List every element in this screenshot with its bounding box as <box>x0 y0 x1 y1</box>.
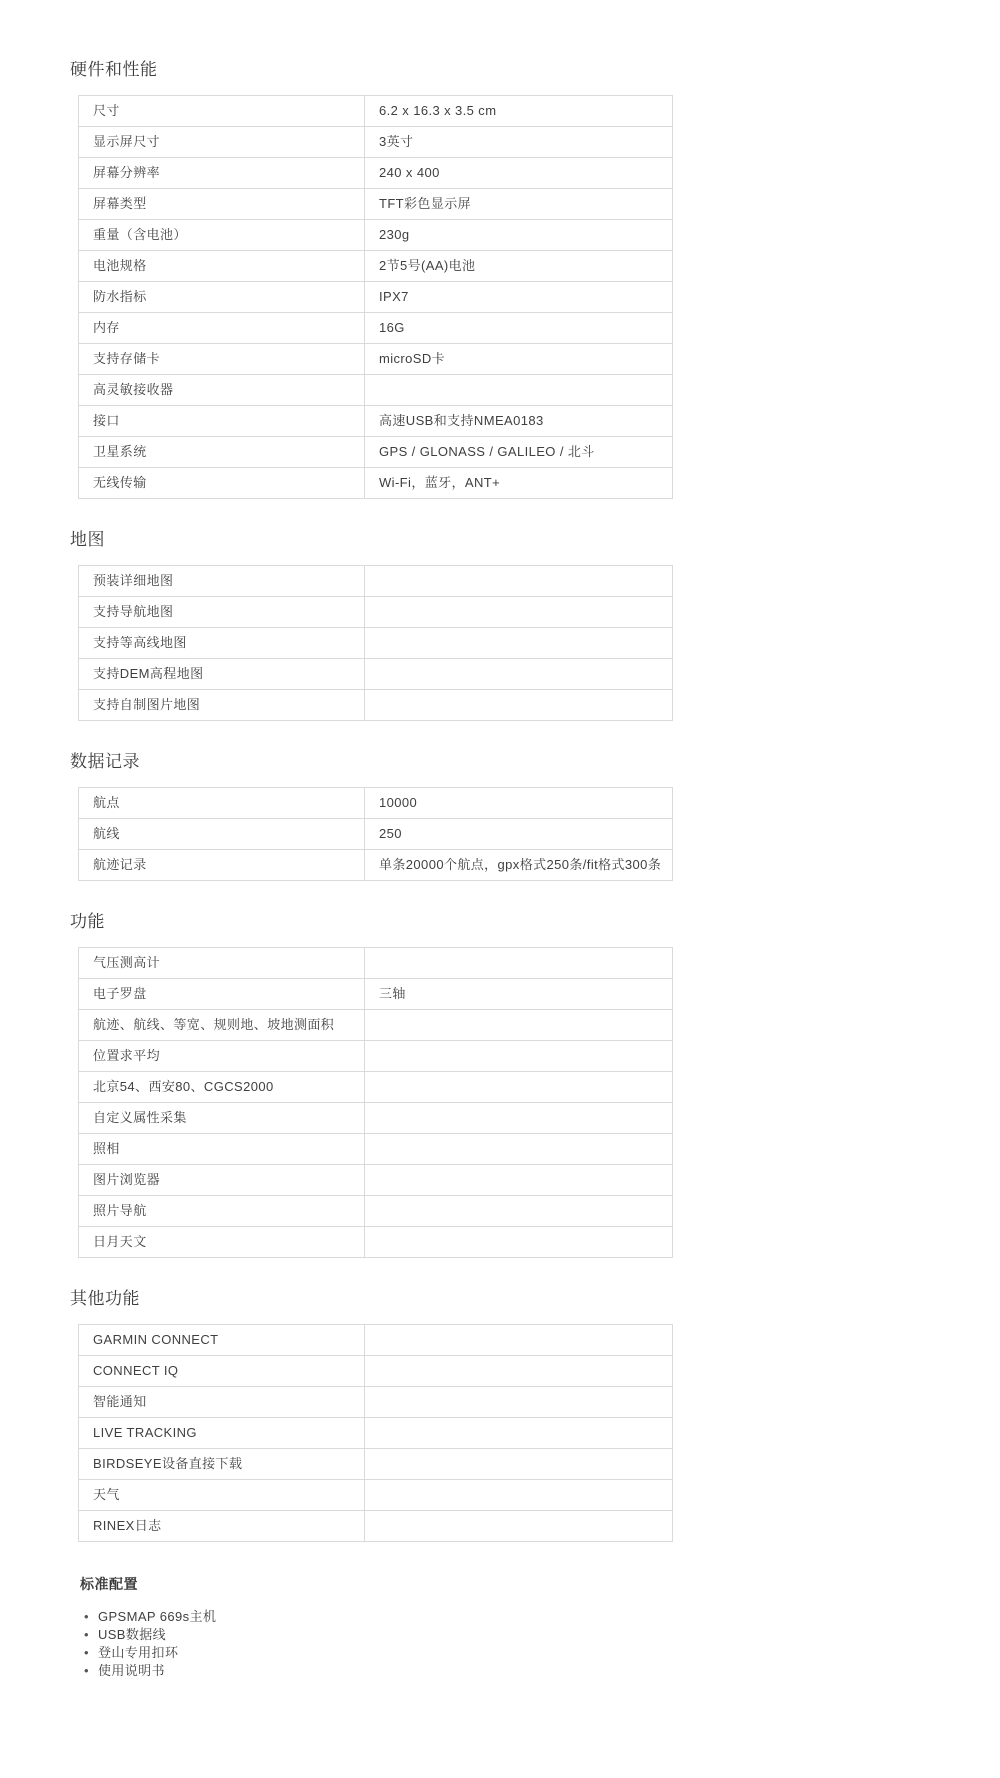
spec-value-cell <box>365 375 673 406</box>
spec-value-cell: 单条20000个航点，gpx格式250条/fit格式300条 <box>365 850 673 881</box>
spec-row <box>79 220 673 251</box>
package-list-item <box>84 1608 672 1626</box>
spec-label-cell: 内存 <box>79 313 365 344</box>
spec-row <box>79 1196 673 1227</box>
spec-value-cell <box>365 1480 673 1511</box>
spec-value-cell <box>365 566 673 597</box>
section-heading: 数据记录 <box>70 752 140 771</box>
spec-section <box>70 750 672 881</box>
spec-section <box>70 528 672 721</box>
spec-row <box>79 127 673 158</box>
spec-row <box>79 1387 673 1418</box>
spec-value-cell: 三轴 <box>365 979 673 1010</box>
spec-label-cell: 气压测高计 <box>79 948 365 979</box>
spec-label-cell: 智能通知 <box>79 1387 365 1418</box>
spec-table <box>78 95 673 499</box>
spec-row <box>79 158 673 189</box>
spec-row <box>79 1103 673 1134</box>
spec-value-cell: Wi-Fi，蓝牙，ANT+ <box>365 468 673 499</box>
spec-value-cell: 2节5号(AA)电池 <box>365 251 673 282</box>
spec-label-cell: 电池规格 <box>79 251 365 282</box>
package-list <box>80 1608 672 1680</box>
spec-row <box>79 468 673 499</box>
spec-label-cell: 显示屏尺寸 <box>79 127 365 158</box>
spec-row <box>79 690 673 721</box>
spec-value-cell <box>365 659 673 690</box>
spec-value-cell: 16G <box>365 313 673 344</box>
spec-row <box>79 344 673 375</box>
spec-label-cell: 航点 <box>79 788 365 819</box>
bullet-icon: • <box>84 1645 89 1660</box>
spec-section <box>70 58 672 499</box>
spec-row <box>79 1134 673 1165</box>
spec-label-cell: 照相 <box>79 1134 365 1165</box>
spec-table-body <box>79 566 673 721</box>
spec-row <box>79 1010 673 1041</box>
section-heading: 硬件和性能 <box>70 60 158 79</box>
spec-label-cell: 高灵敏接收器 <box>79 375 365 406</box>
spec-value-cell <box>365 1196 673 1227</box>
spec-row <box>79 1511 673 1542</box>
package-list-item <box>84 1644 672 1662</box>
spec-label-cell: 预装详细地图 <box>79 566 365 597</box>
package-item-label: USB数据线 <box>97 1627 167 1642</box>
spec-label-cell: GARMIN CONNECT <box>79 1325 365 1356</box>
spec-row <box>79 1041 673 1072</box>
spec-row <box>79 437 673 468</box>
spec-value-cell: 240 x 400 <box>365 158 673 189</box>
spec-value-cell <box>365 1449 673 1480</box>
spec-value-cell <box>365 1227 673 1258</box>
spec-label-cell: 支持存储卡 <box>79 344 365 375</box>
spec-label-cell: 支持导航地图 <box>79 597 365 628</box>
spec-row <box>79 948 673 979</box>
spec-value-cell: 10000 <box>365 788 673 819</box>
section-heading: 功能 <box>70 912 105 931</box>
spec-value-cell: microSD卡 <box>365 344 673 375</box>
spec-label-cell: 无线传输 <box>79 468 365 499</box>
spec-label-cell: 航线 <box>79 819 365 850</box>
bullet-icon: • <box>84 1663 89 1678</box>
spec-label-cell: 图片浏览器 <box>79 1165 365 1196</box>
spec-row <box>79 1480 673 1511</box>
spec-row <box>79 850 673 881</box>
package-heading: 标准配置 <box>80 1576 138 1592</box>
spec-row <box>79 1072 673 1103</box>
package-item-label: GPSMAP 669s主机 <box>97 1609 217 1624</box>
spec-section <box>70 910 672 1258</box>
spec-row <box>79 566 673 597</box>
spec-row <box>79 819 673 850</box>
spec-row <box>79 1325 673 1356</box>
spec-label-cell: 尺寸 <box>79 96 365 127</box>
spec-section <box>70 1287 672 1542</box>
spec-table <box>78 787 673 881</box>
spec-value-cell <box>365 597 673 628</box>
bullet-icon: • <box>84 1609 89 1624</box>
spec-value-cell: 250 <box>365 819 673 850</box>
spec-row <box>79 1418 673 1449</box>
spec-value-cell <box>365 1325 673 1356</box>
spec-sections-container <box>70 58 672 1542</box>
bullet-icon: • <box>84 1627 89 1642</box>
spec-value-cell <box>365 628 673 659</box>
spec-value-cell: GPS / GLONASS / GALILEO / 北斗 <box>365 437 673 468</box>
spec-row <box>79 189 673 220</box>
spec-value-cell: 6.2 x 16.3 x 3.5 cm <box>365 96 673 127</box>
spec-value-cell <box>365 1165 673 1196</box>
section-heading: 地图 <box>70 530 105 549</box>
spec-row <box>79 659 673 690</box>
spec-label-cell: 屏幕分辨率 <box>79 158 365 189</box>
package-item-label: 使用说明书 <box>97 1663 165 1678</box>
package-list-item <box>84 1626 672 1644</box>
spec-label-cell: 日月天文 <box>79 1227 365 1258</box>
spec-label-cell: 防水指标 <box>79 282 365 313</box>
spec-value-cell: 3英寸 <box>365 127 673 158</box>
spec-value-cell <box>365 1356 673 1387</box>
section-heading: 其他功能 <box>70 1289 140 1308</box>
spec-value-cell <box>365 1387 673 1418</box>
spec-label-cell: 照片导航 <box>79 1196 365 1227</box>
spec-row <box>79 788 673 819</box>
spec-label-cell: 支持自制图片地图 <box>79 690 365 721</box>
spec-row <box>79 313 673 344</box>
spec-row <box>79 375 673 406</box>
spec-label-cell: 天气 <box>79 1480 365 1511</box>
spec-value-cell <box>365 1418 673 1449</box>
spec-label-cell: CONNECT IQ <box>79 1356 365 1387</box>
spec-label-cell: 重量（含电池） <box>79 220 365 251</box>
spec-row <box>79 979 673 1010</box>
package-item-label: 登山专用扣环 <box>97 1645 179 1660</box>
package-list-item <box>84 1662 672 1680</box>
spec-table-body <box>79 1325 673 1542</box>
spec-table <box>78 565 673 721</box>
spec-row <box>79 1449 673 1480</box>
spec-value-cell: 高速USB和支持NMEA0183 <box>365 406 673 437</box>
spec-label-cell: 自定义属性采集 <box>79 1103 365 1134</box>
spec-value-cell <box>365 1010 673 1041</box>
spec-table <box>78 947 673 1258</box>
spec-value-cell <box>365 948 673 979</box>
spec-row <box>79 251 673 282</box>
spec-table-body <box>79 96 673 499</box>
spec-row <box>79 628 673 659</box>
spec-row <box>79 1356 673 1387</box>
spec-label-cell: 屏幕类型 <box>79 189 365 220</box>
spec-label-cell: 航迹、航线、等宽、规则地、坡地测面积 <box>79 1010 365 1041</box>
spec-label-cell: 接口 <box>79 406 365 437</box>
spec-label-cell: 卫星系统 <box>79 437 365 468</box>
spec-value-cell <box>365 1511 673 1542</box>
spec-value-cell <box>365 690 673 721</box>
spec-value-cell: TFT彩色显示屏 <box>365 189 673 220</box>
spec-label-cell: BIRDSEYE设备直接下载 <box>79 1449 365 1480</box>
package-section <box>80 1574 672 1680</box>
spec-value-cell <box>365 1134 673 1165</box>
spec-value-cell: IPX7 <box>365 282 673 313</box>
spec-label-cell: 航迹记录 <box>79 850 365 881</box>
spec-label-cell: RINEX日志 <box>79 1511 365 1542</box>
spec-row <box>79 1165 673 1196</box>
spec-value-cell <box>365 1103 673 1134</box>
spec-label-cell: 支持DEM高程地图 <box>79 659 365 690</box>
spec-row <box>79 1227 673 1258</box>
spec-row <box>79 597 673 628</box>
spec-row <box>79 406 673 437</box>
spec-table-body <box>79 948 673 1258</box>
spec-value-cell: 230g <box>365 220 673 251</box>
spec-label-cell: 北京54、西安80、CGCS2000 <box>79 1072 365 1103</box>
spec-table-body <box>79 788 673 881</box>
spec-row <box>79 282 673 313</box>
spec-row <box>79 96 673 127</box>
spec-value-cell <box>365 1072 673 1103</box>
spec-label-cell: LIVE TRACKING <box>79 1418 365 1449</box>
spec-label-cell: 电子罗盘 <box>79 979 365 1010</box>
spec-label-cell: 位置求平均 <box>79 1041 365 1072</box>
spec-label-cell: 支持等高线地图 <box>79 628 365 659</box>
spec-value-cell <box>365 1041 673 1072</box>
spec-table <box>78 1324 673 1542</box>
